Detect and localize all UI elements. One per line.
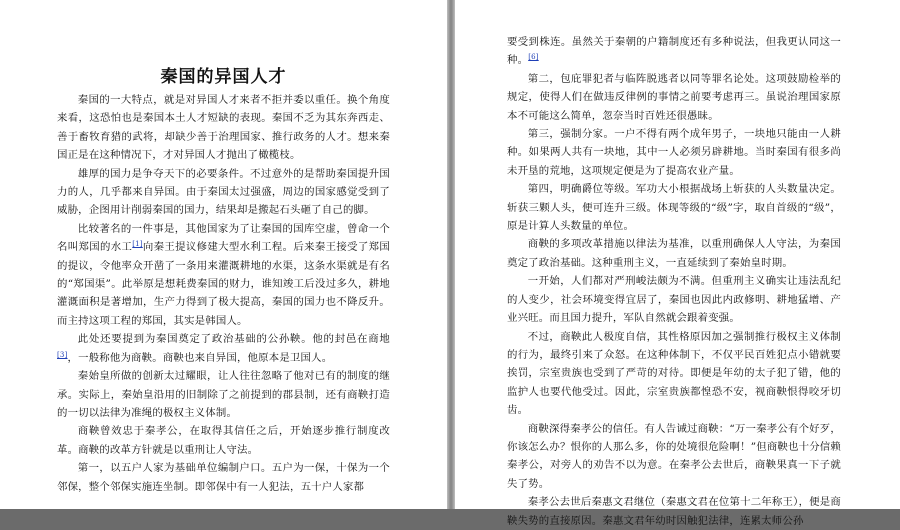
paragraph [57,367,390,422]
footnote-link[interactable]: [1] [132,240,143,249]
paragraph [57,165,390,220]
paragraph [57,459,390,496]
paragraph-text: 商鞅深得秦孝公的信任。有人告诫过商鞅：“万一秦孝公有个好歹，你该怎么办？恨你的人那么多，你的处境很危险啊！”但商鞅也十分信赖秦孝公，对旁人的劝告不以为意。在秦孝公去世后，商鞅果真一下子就失了势。 [507,422,841,490]
page-gutter [447,0,455,509]
paragraph-text: 向秦王提议修建大型水利工程。后来秦王接受了郑国的提议，令他率众开凿了一条用来灌溉耕地的水渠，这条水渠就是有名的“郑国渠”。此举原是想耗费秦国的财力，谁知竣工后没过多久，耕地灌溉面积是著增加，生产力得到了极大提高，秦国的国力也不降反升。而主持这项工程的郑国，其实是韩国人。 [57,241,390,327]
paragraph-text: 秦孝公去世后秦惠文君继位（秦惠文君在位第十二年称王），便是商鞅失势的直接原因。秦惠文君年幼时因触犯法律，连累太师公孙 [507,496,841,527]
paragraph-text: 秦始皇所做的创新太过耀眼，让人往往忽略了他对已有的制度的继承。实际上，秦始皇沿用的旧制除了之前提到的郡县制，还有商鞅打造的一切以法律为准绳的极权主义体制。 [57,370,390,419]
paragraph-text: 第二，包庇罪犯者与临阵脱逃者以同等罪名论处。这项鼓励检举的规定，使得人们在做违反律例的事情之前要考虑再三。虽说治理国家原本不可能这么简单，忽奈当时百姓还很愚昧。 [507,72,841,122]
paragraph-text: 商鞅的多项改革措施以律法为基准，以重刑确保人人守法，为秦国奠定了政治基础。这种重刑主义，一直延续到了秦始皇时期。 [507,238,841,269]
paragraph-text: 此处还要提到为秦国奠定了政治基础的公孙鞅。他的封邑在商地 [77,333,390,346]
paragraph [507,235,841,272]
page-right-body [507,33,841,530]
paragraph-text: 不过，商鞅此人极度自信，其性格原因加之强制推行极权主义体制的行为，最终引来了众怒。在这种体制下，不仅平民百姓犯点小错就要挨罚，宗室贵族也受到了严苛的对待。即便是年幼的太子犯了错，他的监护人也要代他受过。因此，宗室贵族都惶恐不安，视商鞅恨得咬牙切齿。 [507,330,841,417]
paragraph-text: 秦国的一大特点，就是对异国人才来者不拒并委以重任。换个角度来看，这恐怕也是秦国本土人才短缺的表现。秦国不乏为其东奔西走、善于畜牧育猎的武将，却缺少善于治理国家、推行政务的人才。想来秦国正是在这种情况下，才对异国人才抛出了橄榄枝。 [57,94,390,162]
page-right [455,0,900,527]
footnote-link[interactable]: [6] [528,53,539,62]
paragraph-text: ，一般称他为商鞅。商鞅也来自异国，他原本是卫国人。 [67,351,333,364]
paragraph [507,328,841,420]
paragraph [57,330,390,367]
paragraph [57,220,390,330]
paragraph [507,125,841,180]
paragraph-text: 比较著名的一件事是，其他国家为了让秦国的国库空虚，曾命一个名叫郑国的水工 [57,222,390,254]
paragraph-text: 第四，明确爵位等级。军功大小根据战场上斩获的人头数量决定。斩获三颗人头，便可连升三级。体现等级的“级”字，取自首级的“级”，原是计算人头数量的单位。 [507,183,841,233]
paragraph [507,493,841,530]
page-left-body [57,91,390,496]
paragraph-text: 第三，强制分家。一户不得有两个成年男子，一块地只能由一人耕种。如果两人共有一块地，其中一人必须另辟耕地。当时秦国有很多尚未开垦的荒地，这项规定便是为了提高农业产量。 [507,128,841,177]
paragraph-text: 一开始，人们都对严刑峻法颇为不满。但重刑主义确实让违法乱纪的人变少，社会环境变得宜居了，秦国也因此内政修明、耕地猛增、产业兴旺。而且国力提升，军队自然就会跟着变强。 [507,275,841,325]
footnote-link[interactable]: [3] [57,350,68,359]
paragraph-text: 要受到株连。虽然关于秦朝的户籍制度还有多种说法，但我更认同这一种。 [507,36,841,67]
paragraph [507,420,841,494]
paragraph [507,180,841,235]
chapter-title: 秦国的异国人才 [160,67,287,87]
paragraph-text: 第一，以五户人家为基础单位编制户口。五户为一保，十保为一个邻保，整个邻保实施连坐制。即邻保中有一人犯法，五十户人家都 [57,462,390,493]
paragraph [57,422,390,459]
paragraph [507,70,841,125]
paragraph [507,272,841,327]
paragraph [57,91,390,165]
page-left [0,0,447,509]
paragraph-text: 商鞅曾效忠于秦孝公，在取得其信任之后，开始逐步推行制度改革。商鞅的改革方针就是以重刑让人守法。 [57,425,390,456]
paragraph-text: 雄厚的国力是争夺天下的必要条件。不过意外的是帮助秦国提升国力的人，几乎都来自异国。由于秦国太过强盛，周边的国家感觉受到了威胁，企图用计削弱秦国的国力，结果却是搬起石头砸了自己的脚。 [57,167,390,217]
paragraph [507,33,841,70]
